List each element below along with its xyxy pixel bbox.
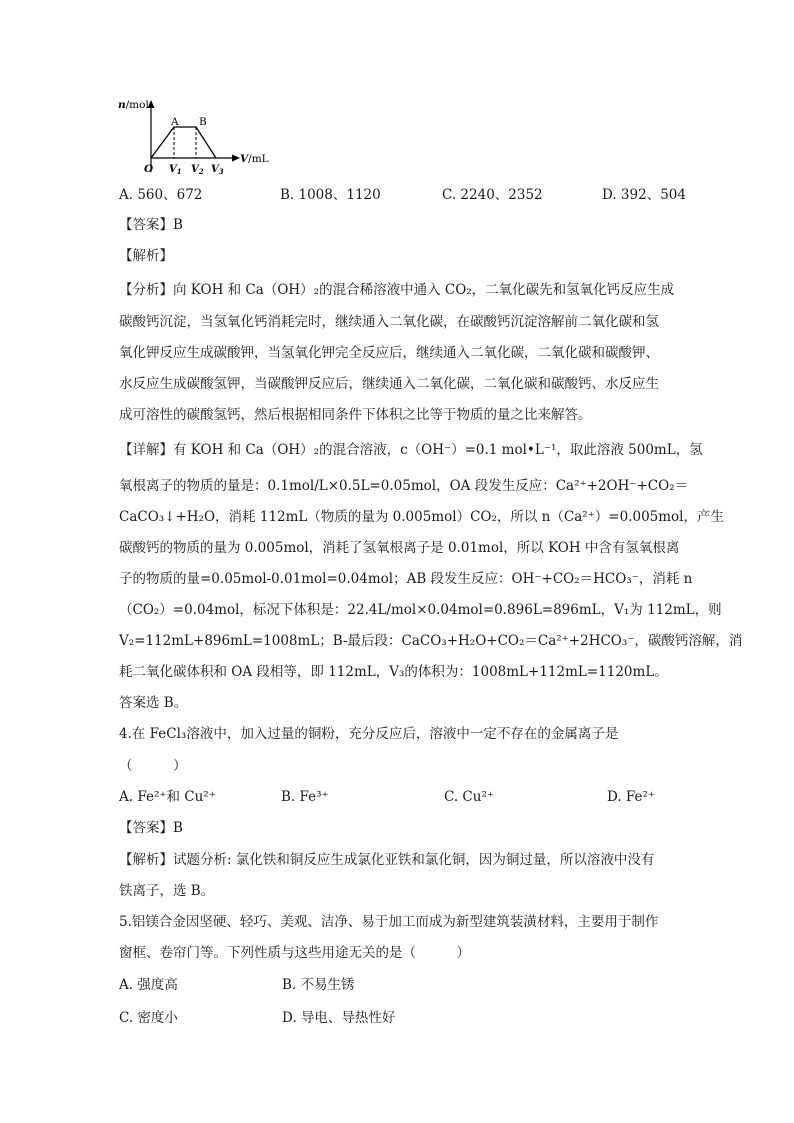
curve	[151, 127, 216, 158]
q3-option-b[interactable]: B. 1008、1120	[280, 187, 381, 203]
q3-xiangjie-line: 耗二氧化碳体积和 OA 段相等，即 112mL，V₃的体积为：1008mL+112mL=1120mL。	[119, 664, 668, 680]
n-v-graph	[116, 96, 286, 182]
q5-option-c[interactable]: C. 密度小	[119, 1010, 178, 1026]
q5-stem: 5.铝镁合金因坚硬、轻巧、美观、洁净、易于加工而成为新型建筑装潢材料，主要用于制作	[119, 914, 659, 930]
v3-sub: 3	[218, 167, 224, 176]
v3-label: V	[211, 164, 219, 175]
v2-sub: 2	[198, 167, 204, 176]
label-b: B	[199, 116, 207, 128]
q3-final-answer: 答案选 B。	[119, 695, 188, 711]
q3-option-d[interactable]: D. 392、504	[602, 187, 686, 203]
q5-options-row1	[119, 975, 685, 995]
q3-fenxi-line: 氧化钾反应生成碳酸钾，当氢氧化钾完全反应后，继续通入二氧化碳，二氧化碳和碳酸钾、	[119, 345, 659, 361]
q3-option-c[interactable]: C. 2240、2352	[442, 187, 543, 203]
svg-text:n/mol	[118, 99, 149, 111]
v1-sub: 1	[176, 167, 182, 176]
q5-option-b[interactable]: B. 不易生锈	[282, 977, 355, 993]
q3-options	[119, 185, 685, 205]
q3-xiangjie-line: 碳酸钙的物质的量为 0.005mol，消耗了氢氧根离子是 0.01mol，所以 KOH 中含有氢氧根离	[119, 540, 680, 556]
q4-stem: 4.在 FeCl₃溶液中，加入过量的铜粉，充分反应后，溶液中一定不存在的金属离子是	[119, 726, 619, 742]
y-label-n: n	[118, 99, 126, 111]
q3-fenxi-line: 水反应生成碳酸氢钾，当碳酸钾反应后，继续通入二氧化碳，二氧化碳和碳酸钙、水反应生	[119, 376, 659, 392]
q3-fenxi-line: 成可溶性的碳酸氢钙，然后根据相同条件下体积之比等于物质的量之比来解答。	[119, 407, 592, 423]
y-label-unit: /mol	[125, 99, 149, 111]
origin-label: O	[144, 163, 154, 175]
svg-text:V1	[169, 164, 182, 176]
q4-paren: （ ）	[119, 758, 187, 774]
q4-jiexi-line: 铁离子，选 B。	[119, 883, 215, 899]
q4-jiexi-line: 【解析】试题分析: 氯化铁和铜反应生成氯化亚铁和氯化铜，因为铜过量，所以溶液中没有	[119, 852, 655, 868]
q3-fenxi-line: 碳酸钙沉淀，当氢氧化钙消耗完时，继续通入二氧化碳，在碳酸钙沉淀溶解前二氧化碳和氢	[119, 314, 659, 330]
label-a: A	[171, 116, 179, 128]
svg-text:V2	[191, 164, 204, 176]
q3-xiangjie-line: 氧根离子的物质的量是：0.1mol/L×0.5L=0.05mol，OA 段发生反应：Ca²⁺+2OH⁻+CO₂＝	[119, 478, 689, 494]
q5-option-a[interactable]: A. 强度高	[119, 977, 178, 993]
q3-xiangjie-line: CaCO₃↓+H₂O，消耗 112mL（物质的量为 0.005mol）CO₂，所以 n（Ca²⁺）=0.005mol，产生	[119, 509, 724, 525]
q3-xiangjie-line: V₂=112mL+896mL=1008mL；B-最后段：CaCO₃+H₂O+CO₂＝Ca²⁺+2HCO₃⁻，碳酸钙溶解，消	[119, 633, 743, 649]
q3-xiangjie-line: （CO₂）=0.04mol，标况下体积是：22.4L/mol×0.04mol=0.896L=896mL，V₁为 112mL，则	[119, 602, 722, 618]
svg-text:V3	[211, 164, 224, 176]
q5-options-row2	[119, 1008, 685, 1028]
q4-answer: 【答案】B	[119, 820, 183, 836]
q3-answer: 【答案】B	[119, 217, 183, 233]
q3-xiangjie-line: 【详解】有 KOH 和 Ca（OH）₂的混合溶液，c（OH⁻）=0.1 mol•L⁻¹，取此溶液 500mL，氢	[119, 442, 703, 458]
q3-jiexi-label: 【解析】	[119, 248, 173, 264]
q3-option-a[interactable]: A. 560、672	[119, 187, 203, 203]
q5-option-d[interactable]: D. 导电、导热性好	[282, 1010, 396, 1026]
v2-label: V	[191, 164, 199, 175]
q4-options	[119, 787, 685, 807]
q3-xiangjie-line: 子的物质的量=0.05mol-0.01mol=0.04mol；AB 段发生反应：OH⁻+CO₂＝HCO₃⁻，消耗 n	[119, 571, 693, 587]
v1-label: V	[169, 164, 177, 175]
q4-option-a[interactable]: A. Fe²⁺和 Cu²⁺	[119, 789, 216, 805]
x-label-v: V	[240, 153, 249, 165]
q5-stem: 窗框、卷帘门等。下列性质与这些用途无关的是（ ）	[119, 945, 470, 961]
x-label-unit: /mL	[248, 153, 269, 165]
q4-option-d[interactable]: D. Fe²⁺	[607, 789, 656, 805]
q4-option-b[interactable]: B. Fe³⁺	[281, 789, 329, 805]
svg-text:V/mL	[240, 153, 269, 165]
q3-fenxi-line: 【分析】向 KOH 和 Ca（OH）₂的混合稀溶液中通入 CO₂，二氧化碳先和氢氧化钙反应生成	[119, 282, 675, 298]
q4-option-c[interactable]: C. Cu²⁺	[444, 789, 494, 805]
